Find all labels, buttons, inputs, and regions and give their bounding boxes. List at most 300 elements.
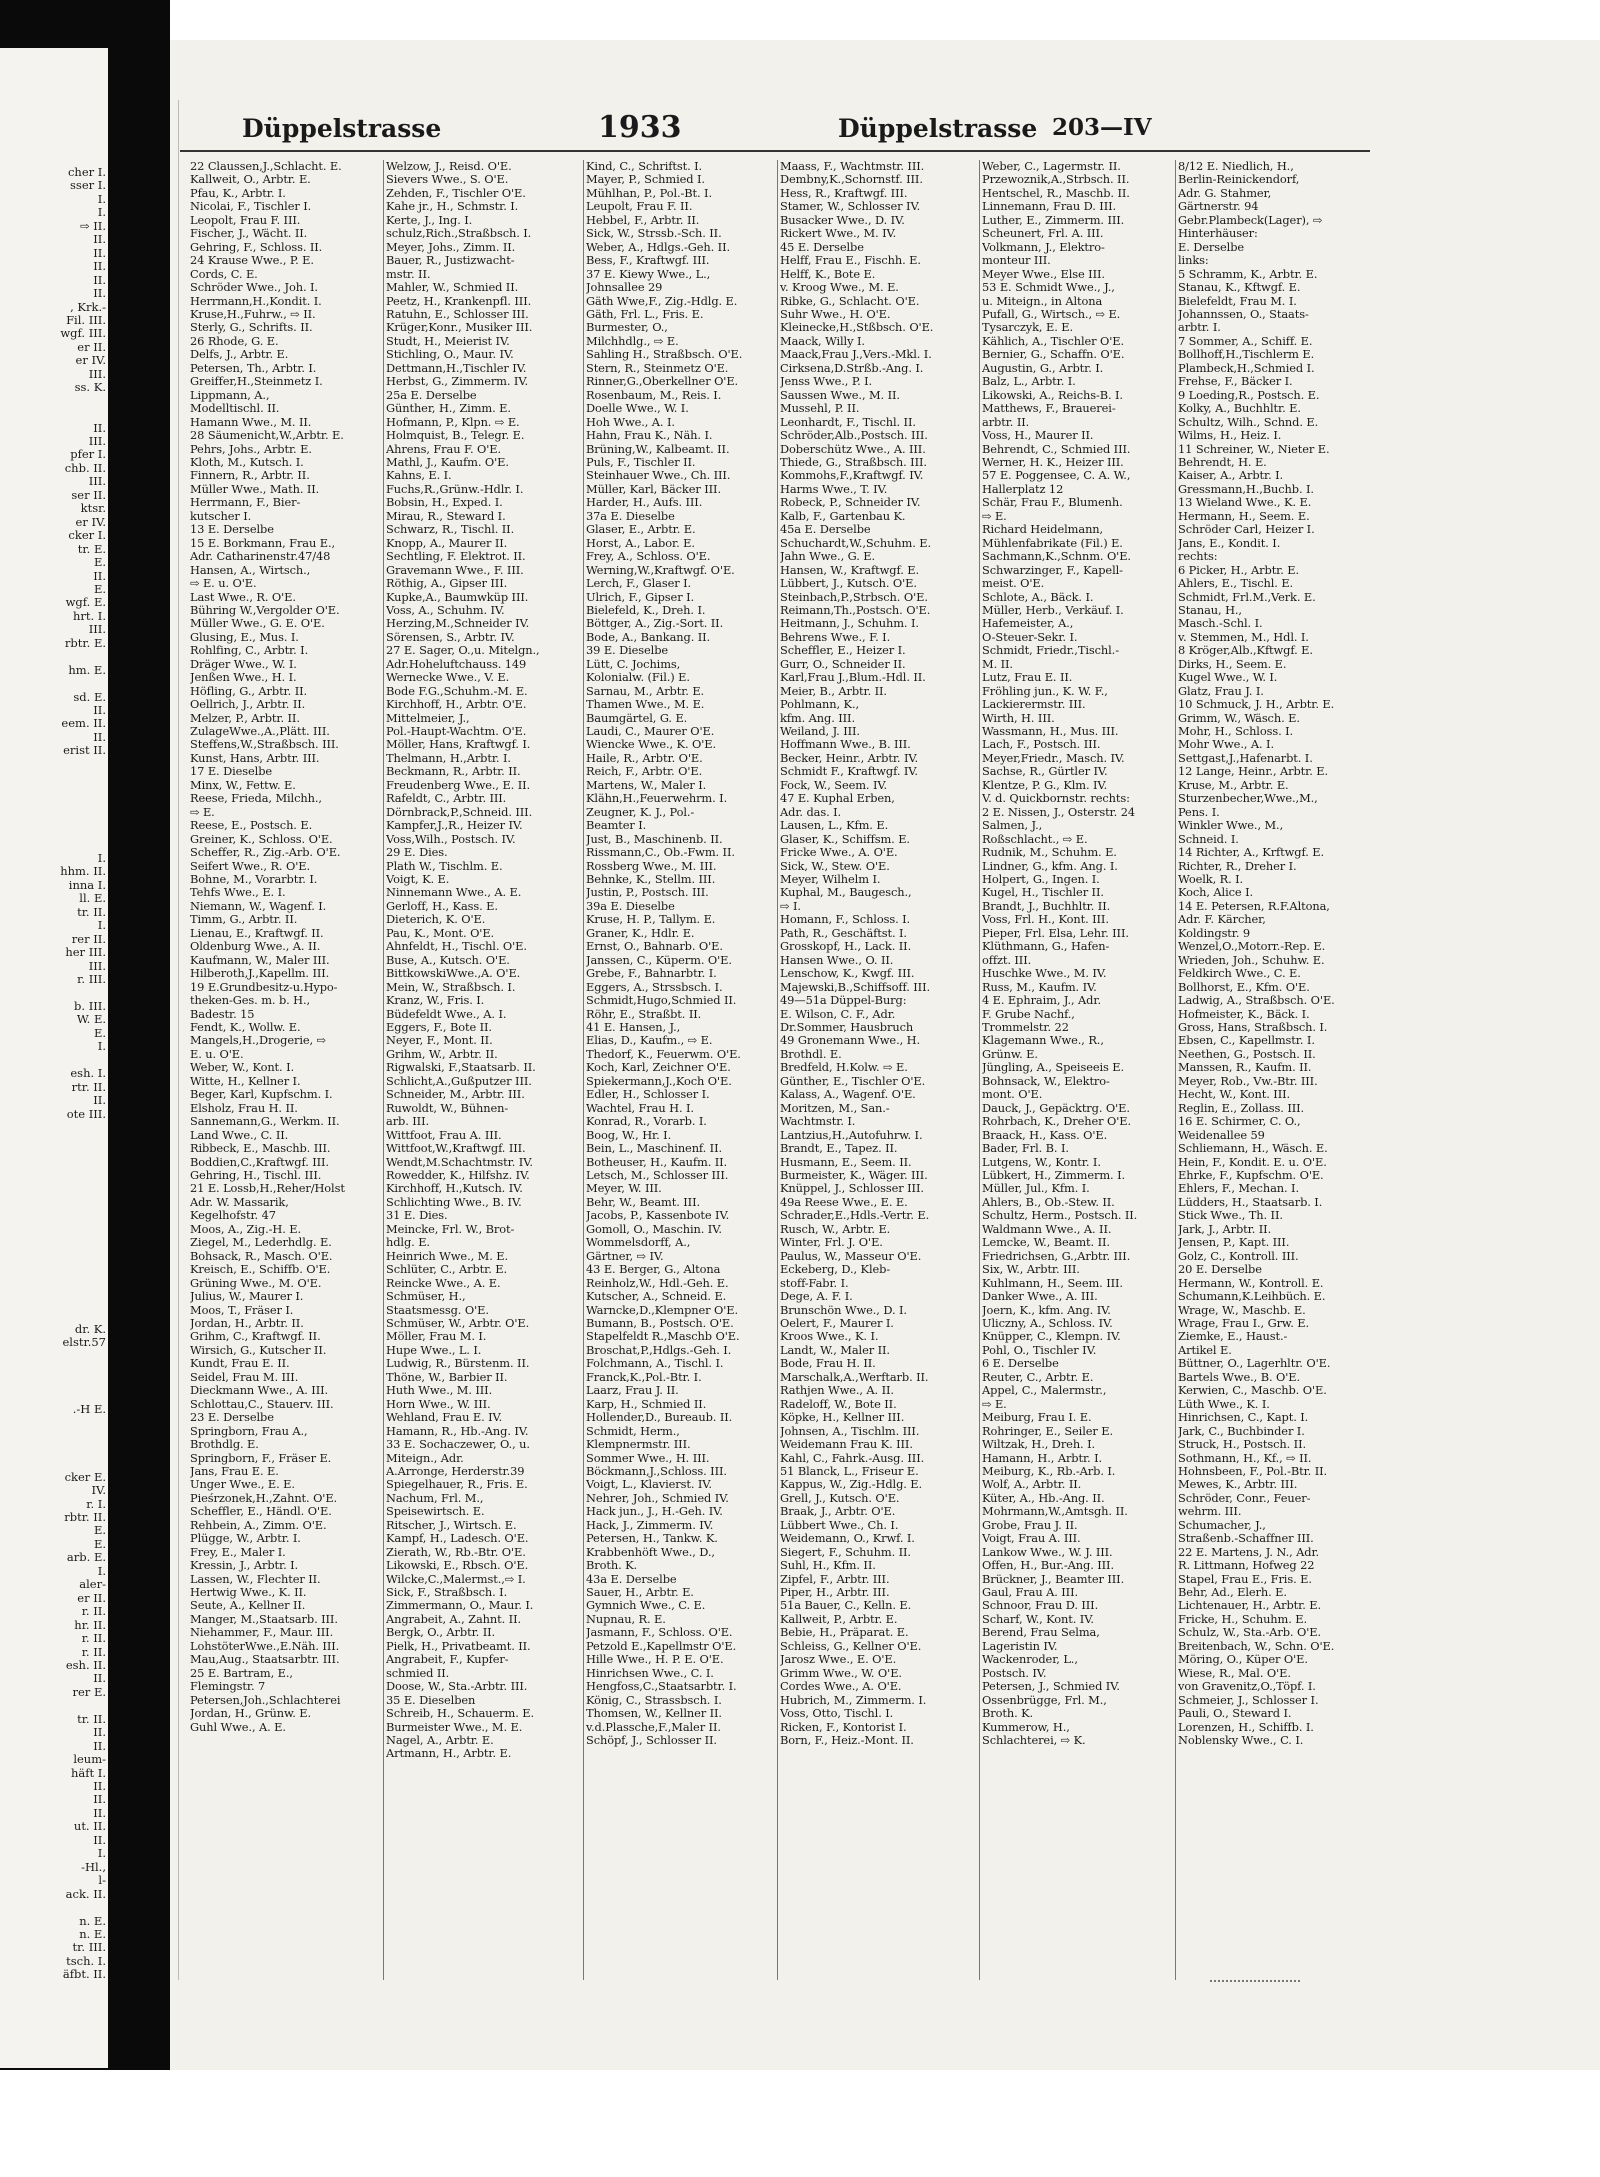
directory-entry: Rusch, W., Arbtr. E. <box>780 1222 891 1236</box>
directory-entry: Burmester, O., <box>586 321 668 335</box>
directory-entry: Angrabeit, F., Kupfer- <box>386 1653 509 1667</box>
directory-entry: Hack, J., Zimmerm. IV. <box>586 1518 714 1532</box>
directory-entry: Jasmann, F., Schloss. O'E. <box>586 1626 733 1640</box>
directory-entry: Kranz, W., Fris. I. <box>386 994 485 1008</box>
directory-entry: Likowski, A., Reichs-B. I. <box>982 388 1123 402</box>
left-page-text-fragment: II. <box>93 1725 106 1740</box>
directory-entry: arbtr. I. <box>1178 321 1221 335</box>
directory-entry: Horst, A., Labor. E. <box>586 536 695 550</box>
directory-entry: Mau,Aug., Staatsarbtr. III. <box>190 1653 340 1667</box>
directory-entry: Frehse, F., Bäcker I. <box>1178 375 1293 389</box>
left-page-text-fragment: E. <box>93 555 106 570</box>
directory-entry: Schultz, Wilh., Schnd. E. <box>1178 415 1319 429</box>
left-page-text-fragment: wgf. III. <box>60 326 106 341</box>
directory-entry: rechts: <box>1178 550 1218 564</box>
column-divider <box>777 160 778 1980</box>
directory-entry: Schär, Frau F., Blumenh. <box>982 496 1123 510</box>
left-page-text-fragment: II. <box>93 568 106 583</box>
directory-entry: Adr.Hoheluftchauss. 149 <box>386 657 527 671</box>
directory-entry: 22 Claussen,J.,Schlacht. E. <box>190 160 342 173</box>
directory-entry: Jenss Wwe., P. I. <box>780 375 873 389</box>
directory-entry: Reese, E., Postsch. E. <box>190 819 313 833</box>
left-page-text-fragment: I. <box>97 1846 106 1861</box>
directory-entry: Adr. Catharinenstr.47/48 <box>190 550 331 564</box>
directory-entry: O-Steuer-Sekr. I. <box>982 630 1078 644</box>
directory-entry: Wackenroder, L., <box>982 1653 1078 1667</box>
directory-entry: Kommohs,F.,Kraftwgf. IV. <box>780 469 924 483</box>
left-page-text-fragment: er IV. <box>75 514 106 529</box>
page-header <box>20 100 1410 145</box>
directory-entry: Buse, A., Kutsch. O'E. <box>386 953 510 967</box>
directory-entry: Friedrichsen, G.,Arbtr. III. <box>982 1249 1131 1263</box>
directory-entry: Möller, Hans, Kraftwgf. I. <box>386 738 531 752</box>
directory-entry: Springborn, F., Fräser E. <box>190 1451 332 1465</box>
directory-entry: Brüning,W., Kalbeamt. II. <box>586 442 730 456</box>
directory-entry: Bredfeld, H.Kolw. ⇨ E. <box>780 1061 908 1075</box>
directory-entry: Ernst, O., Bahnarb. O'E. <box>586 940 723 954</box>
directory-entry: Uliczny, A., Schloss. IV. <box>982 1316 1113 1330</box>
directory-entry: Sechtling, F. Elektrot. II. <box>386 550 526 564</box>
directory-entry: 14 Richter, A., Krftwgf. E. <box>1178 846 1324 860</box>
directory-entry: Settgast,J.,Hafenarbt. I. <box>1178 751 1313 765</box>
directory-entry: Gaul, Frau A. III. <box>982 1586 1078 1600</box>
directory-entry: Leupolt, Frau F. II. <box>586 200 693 214</box>
directory-entry: Flemingstr. 7 <box>190 1680 266 1694</box>
directory-entry: Weidemann, O., Krwf. I. <box>780 1532 915 1546</box>
directory-entry: 7 Sommer, A., Schiff. E. <box>1178 334 1313 348</box>
directory-entry: Schmüser, H., <box>386 1290 466 1304</box>
directory-entry: Kunst, Hans, Arbtr. III. <box>190 751 320 765</box>
directory-entry: monteur III. <box>982 254 1051 268</box>
directory-entry: Johnsallee 29 <box>586 281 663 295</box>
directory-entry: Schlichting Wwe., B. IV. <box>386 1195 522 1209</box>
directory-entry: Plügge, W., Arbtr. I. <box>190 1532 301 1546</box>
directory-entry: Edler, H., Schlosser I. <box>586 1088 710 1102</box>
directory-entry: Lüdders, H., Staatsarb. I. <box>1178 1195 1323 1209</box>
directory-entry: Herrmann, F., Bier- <box>190 496 301 510</box>
directory-entry: Greiner, K., Schloss. O'E. <box>190 832 333 846</box>
directory-entry: Hubrich, M., Zimmerm. I. <box>780 1693 927 1707</box>
directory-entry: Modelltischl. II. <box>190 402 280 416</box>
directory-entry: Sannemann,G., Werkm. II. <box>190 1115 340 1129</box>
directory-entry: Lemcke, W., Beamt. II. <box>982 1236 1110 1250</box>
directory-entry: Wittfoot, Frau A. III. <box>386 1128 502 1142</box>
directory-entry: Spiegelhauer, R., Fris. E. <box>386 1478 528 1492</box>
directory-entry: Lübbert Wwe., Ch. I. <box>780 1518 899 1532</box>
directory-entry: Roßschlacht., ⇨ E. <box>982 832 1088 846</box>
directory-entry: Behr, Ad., Elerh. E. <box>1178 1586 1287 1600</box>
directory-entry: Hofmann, P., Klpn. ⇨ E. <box>386 415 520 429</box>
directory-entry: Offen, H., Bur.-Ang. III. <box>982 1559 1114 1573</box>
directory-entry: Schmidt F., Kraftwgf. IV. <box>780 765 918 779</box>
directory-entry: v. Kroog Wwe., M. E. <box>780 281 899 295</box>
directory-entry: Minx, W., Fettw. E. <box>190 778 296 792</box>
directory-entry: Lausen, L., Kfm. E. <box>780 819 889 833</box>
directory-entry: Bartels Wwe., B. O'E. <box>1178 1370 1301 1384</box>
directory-entry: Wilms, H., Heiz. I. <box>1178 429 1282 443</box>
directory-entry: Bollhorst, E., Kfm. O'E. <box>1178 980 1310 994</box>
directory-entry: Scheffler, E., Heizer I. <box>780 644 906 658</box>
left-page-text-fragment: rbtr. II. <box>64 1510 106 1524</box>
directory-entry: Seute, A., Kellner II. <box>190 1599 306 1613</box>
directory-entry: Adr. das. I. <box>780 805 842 819</box>
directory-entry: Wrieden, Joh., Schuhw. E. <box>1178 953 1325 967</box>
directory-entry: Klüthmann, G., Hafen- <box>982 940 1110 954</box>
directory-entry: wehrm. III. <box>1178 1505 1242 1519</box>
directory-entry: Kugel Wwe., W. I. <box>1178 671 1278 685</box>
directory-entry: Kerte, J., Ing. I. <box>386 213 473 227</box>
directory-entry: Hoh Wwe., A. I. <box>586 415 675 429</box>
left-page-text-fragment: elstr.57 <box>62 1335 106 1350</box>
directory-entry: Köpke, H., Kellner III. <box>780 1411 905 1425</box>
directory-entry: R. Littmann, Hofweg 22 <box>1178 1559 1315 1573</box>
directory-entry: Ruwoldt, W., Bühnen- <box>386 1101 509 1115</box>
directory-entry: Gärtnerstr. 94 <box>1178 200 1259 214</box>
directory-entry: LohstöterWwe.,E.Näh. III. <box>190 1639 340 1653</box>
left-page-text-fragment: ⇨ II. <box>79 218 106 233</box>
directory-entry: Lageristin IV. <box>982 1639 1058 1653</box>
directory-entry: Lackierermstr. III. <box>982 698 1086 712</box>
directory-entry: Rinner,G.,Oberkellner O'E. <box>586 375 739 389</box>
directory-entry: Broth. K. <box>586 1559 638 1573</box>
left-page-text-fragment: ack. II. <box>65 1886 106 1901</box>
left-page-text-fragment: häft I. <box>71 1765 106 1780</box>
directory-entry: 41 E. Hansen, J., <box>586 1021 681 1034</box>
directory-entry: Schmidt, Frl.M.,Verk. E. <box>1178 590 1316 604</box>
directory-entry: Maack, Willy I. <box>780 334 865 348</box>
column-divider <box>1175 160 1176 1980</box>
directory-entry: Mewes, K., Arbtr. III. <box>1178 1478 1298 1492</box>
directory-entry: Trommelstr. 22 <box>982 1021 1069 1034</box>
header-street-left: Düppelstrasse <box>242 114 442 143</box>
directory-entry: Doelle Wwe., W. I. <box>586 402 689 416</box>
directory-entry: Ricken, F., Kontorist I. <box>780 1720 907 1734</box>
directory-entry: Lütt, C. Jochims, <box>586 657 681 671</box>
left-page-text-fragment: ktsr. <box>80 501 106 516</box>
directory-entry: Schneid. I. <box>1178 832 1239 846</box>
directory-entry: Jans, E., Kondit. I. <box>1178 536 1281 550</box>
left-page-text-fragment: b. III. <box>74 998 106 1013</box>
directory-entry: Bühring W.,Vergolder O'E. <box>190 603 340 617</box>
directory-entry: Kummerow, H., <box>982 1720 1070 1734</box>
directory-entry: Hentschel, R., Maschb. II. <box>982 186 1130 200</box>
directory-entry: Schmidt, Friedr.,Tischl.- <box>982 644 1119 658</box>
directory-entry: Volkmann, J., Elektro- <box>982 240 1105 254</box>
directory-entry: Scheffler, E., Händl. O'E. <box>190 1505 332 1519</box>
directory-entry: Hengfoss,C.,Staatsarbtr. I. <box>586 1680 737 1694</box>
left-page-text-fragment: W. E. <box>76 1012 106 1027</box>
left-page-text-fragment: II. <box>93 1805 106 1820</box>
directory-entry: Büttner, O., Lagerhltr. O'E. <box>1178 1357 1331 1371</box>
directory-entry: Schleiss, G., Kellner O'E. <box>780 1639 922 1653</box>
directory-entry: Wilcke,C.,Malermst.,⇨ I. <box>386 1572 526 1586</box>
directory-entry: Frey, A., Schloss. O'E. <box>586 550 711 564</box>
directory-entry: Bein, L., Maschinenf. II. <box>586 1142 723 1156</box>
directory-entry: Elias, D., Kaufm., ⇨ E. <box>586 1034 713 1048</box>
directory-entry: Schöpf, J., Schlosser II. <box>586 1734 717 1748</box>
left-page-text-fragment: II. <box>93 232 106 247</box>
directory-entry: Lach, F., Postsch. III. <box>982 738 1101 752</box>
directory-entry: Milchhdlg., ⇨ E. <box>586 334 679 348</box>
directory-entry: Rigwalski, F.,Staatsarb. II. <box>386 1061 536 1075</box>
directory-entry: Melzer, P., Arbtr. II. <box>190 711 300 725</box>
directory-entry: Peetz, H., Krankenpfl. III. <box>386 294 532 308</box>
directory-entry: Moos, A., Zig.-H. E. <box>190 1222 301 1236</box>
directory-entry: 51 Blanck, L., Friseur E. <box>780 1464 919 1478</box>
directory-entry: Meincke, Frl. W., Brot- <box>386 1222 515 1236</box>
directory-entry: Hamann, R., Hb.-Ang. IV. <box>386 1424 529 1438</box>
directory-entry: Adr. W. Massarik, <box>190 1195 289 1209</box>
directory-entry: Hamann, H., Arbtr. I. <box>982 1451 1103 1465</box>
directory-entry: Burmeister Wwe., M. E. <box>386 1720 523 1734</box>
directory-entry: Majewski,B.,Schiffsoff. III. <box>780 980 930 994</box>
directory-entry: Schröder Wwe., Joh. I. <box>190 281 318 295</box>
left-page-text-fragment: E. <box>93 1025 106 1040</box>
directory-entry: Kolonialw. (Fil.) E. <box>586 671 690 685</box>
directory-entry: Kählich, A., Tischler O'E. <box>982 334 1125 348</box>
directory-entry: Sahling H., Straßbsch. O'E. <box>586 348 743 362</box>
directory-entry: 5 Schramm, K., Arbtr. E. <box>1178 267 1318 281</box>
directory-entry: 9 Loeding,R., Postsch. E. <box>1178 388 1320 402</box>
directory-entry: Rehbein, A., Zimm. O'E. <box>190 1518 327 1532</box>
left-page-text-fragment: IV. <box>91 1483 106 1498</box>
directory-entry: Cords, C. E. <box>190 267 258 281</box>
directory-entry: Leonhardt, F., Tischl. II. <box>780 415 916 429</box>
directory-entry: Becker, Heinr., Arbtr. IV. <box>780 751 919 765</box>
directory-entry: Bauer, R., Justizwacht- <box>386 254 515 268</box>
directory-entry: Bobsin, H., Exped. I. <box>386 496 503 510</box>
directory-entry: Puls, F., Tischler II. <box>586 455 696 469</box>
directory-entry: Unger Wwe., E. E. <box>190 1478 295 1492</box>
directory-entry: Weber, W., Kont. I. <box>190 1061 294 1075</box>
directory-entry: Günther, H., Zimm. E. <box>386 402 511 416</box>
directory-entry: meist. O'E. <box>982 577 1045 591</box>
directory-entry: E. Derselbe <box>1178 240 1245 254</box>
directory-entry: Hahn, Frau K., Näh. I. <box>586 429 713 443</box>
directory-entry: Horn Wwe., W. III. <box>386 1397 491 1411</box>
directory-entry: Wiltzak, H., Dreh. I. <box>982 1438 1096 1452</box>
directory-entry: Luther, E., Zimmerm. III. <box>982 213 1125 227</box>
directory-entry: Landt, W., Maler II. <box>780 1343 890 1357</box>
directory-entry: Pehrs, Johs., Arbtr. E. <box>190 442 312 456</box>
directory-entry: Günther, E., Tischler O'E. <box>780 1074 926 1088</box>
directory-entry: Ehrke, F., Kupfschm. O'E. <box>1178 1168 1324 1182</box>
directory-entry: Kahl, C., Fahrk.-Ausg. III. <box>780 1451 925 1465</box>
directory-entry: Gurr, O., Schneider II. <box>780 657 906 671</box>
directory-entry: Freudenberg Wwe., E. II. <box>386 778 531 792</box>
directory-entry: Grebe, F., Bahnarbtr. I. <box>586 967 717 981</box>
directory-entry: Schlüter, C., Arbtr. E. <box>386 1263 508 1277</box>
directory-entry: Kreisch, E., Schiffb. O'E. <box>190 1263 331 1277</box>
left-page-text-fragment: III. <box>88 474 106 489</box>
directory-entry: Werning,W.,Kraftwgf. O'E. <box>586 563 735 577</box>
directory-entry: Sauer, H., Arbtr. E. <box>586 1586 694 1600</box>
directory-entry: 13 E. Derselbe <box>190 523 274 537</box>
directory-entry: theken-Ges. m. b. H., <box>190 994 311 1008</box>
directory-entry: Robeck, P., Schneider IV. <box>780 496 921 510</box>
left-page-text-fragment: ote III. <box>66 1106 106 1121</box>
directory-entry: Grihm, W., Arbtr. II. <box>386 1047 498 1061</box>
directory-entry: Scheunert, Frl. A. III. <box>982 227 1104 241</box>
directory-entry: Holmquist, B., Telegr. E. <box>386 429 525 443</box>
directory-entry: Mahler, W., Schmied II. <box>386 281 519 295</box>
directory-entry: 28 Säumenicht,W.,Arbtr. E. <box>190 429 344 443</box>
directory-entry: Behr, W., Beamt. III. <box>586 1195 701 1209</box>
left-page-text-fragment: er IV. <box>75 353 106 368</box>
directory-entry: Cirksena,D.Strßb.-Ang. I. <box>780 361 924 375</box>
directory-entry: Hess, R., Kraftwgf. III. <box>780 186 908 200</box>
directory-entry: Glusing, E., Mus. I. <box>190 630 299 644</box>
directory-entry: Delfs, J., Arbtr. E. <box>190 348 289 362</box>
directory-entry: Augustin, G., Arbtr. I. <box>982 361 1104 375</box>
directory-entry: Winkler Wwe., M., <box>1178 819 1284 833</box>
directory-entry: Klagemann Wwe., R., <box>982 1034 1104 1048</box>
directory-entry: BittkowskiWwe.,A. O'E. <box>386 967 521 981</box>
directory-entry: Möller, Frau M. I. <box>386 1330 487 1344</box>
directory-entry: Lichtenauer, H., Arbtr. E. <box>1178 1599 1321 1613</box>
directory-entry: Golz, C., Kontroll. III. <box>1178 1249 1299 1263</box>
directory-entry: Jensen, P., Kapt. III. <box>1178 1236 1290 1250</box>
left-page-text-fragment: cker E. <box>64 1469 106 1484</box>
directory-entry: Artmann, H., Arbtr. E. <box>386 1747 512 1761</box>
left-page-text-fragment: tsch. I. <box>66 1953 106 1968</box>
directory-entry: Kugel, H., Tischler II. <box>982 886 1104 900</box>
directory-entry: Müller Wwe., G. E. O'E. <box>190 617 325 631</box>
directory-entry: Kerwien, C., Maschb. O'E. <box>1178 1384 1327 1398</box>
directory-entry: Plambeck,H.,Schmied I. <box>1178 361 1315 375</box>
directory-entry: Kallweit, O., Arbtr. E. <box>190 173 311 187</box>
directory-entry: Reimann,Th.,Postsch. O'E. <box>780 603 931 617</box>
directory-entry: 24 Krause Wwe., P. E. <box>190 254 314 268</box>
directory-entry: Koldingstr. 9 <box>1178 926 1251 940</box>
directory-entry: Hebbel, F., Arbtr. II. <box>586 213 700 227</box>
directory-entry: Schumann,K.Leihbüch. E. <box>1178 1290 1326 1304</box>
directory-entry: Born, F., Heiz.-Mont. II. <box>780 1734 914 1748</box>
directory-entry: A.Arronge, Herderstr.39 <box>386 1464 525 1478</box>
left-page-text-fragment: pfer I. <box>70 447 106 462</box>
directory-entry: Nicolai, F., Tischler I. <box>190 200 312 214</box>
directory-entry: Gerloff, H., Kass. E. <box>386 899 498 913</box>
left-page-text-fragment: rer II. <box>71 931 106 946</box>
left-page-text-fragment: ser II. <box>71 487 106 502</box>
directory-entry: Pfau, K., Arbtr. I. <box>190 186 286 200</box>
directory-entry: Nagel, A., Arbtr. E. <box>386 1734 494 1748</box>
directory-entry: Lenschow, K., Kwgf. III. <box>780 967 915 981</box>
left-page-text-fragment: III. <box>88 434 106 448</box>
directory-entry: Rohlfing, C., Arbtr. I. <box>190 644 309 658</box>
directory-entry: Fendt, K., Wollw. E. <box>190 1021 301 1034</box>
directory-entry: Kupke,A., Baumwküp III. <box>386 590 529 604</box>
left-page-text-fragment: II. <box>93 1792 106 1807</box>
directory-entry: 8/12 E. Niedlich, H., <box>1178 160 1294 173</box>
directory-entry: Grosskopf, H., Lack. II. <box>780 940 912 954</box>
directory-entry: Weber, A., Hdlgs.-Geh. II. <box>586 240 730 254</box>
directory-entry: Reich, F., Arbtr. O'E. <box>586 765 703 779</box>
column-3 <box>586 160 774 2000</box>
directory-entry: Paulus, W., Masseur O'E. <box>780 1249 922 1263</box>
directory-entry: Reuter, C., Arbtr. E. <box>982 1370 1094 1384</box>
directory-entry: Kolky, A., Buchhltr. E. <box>1178 402 1301 416</box>
directory-entry: E. u. O'E. <box>190 1047 244 1061</box>
directory-entry: Dörnbrack,P.,Schneid. III. <box>386 805 533 819</box>
directory-entry: Steffens,W.,Straßbsch. III. <box>190 738 339 752</box>
left-page-text-fragment: hr. II. <box>74 1617 106 1632</box>
directory-entry: Holpert, G., Ingen. I. <box>982 873 1100 887</box>
directory-entry: stoff-Fabr. I. <box>780 1276 849 1290</box>
directory-entry: Thomsen, W., Kellner II. <box>586 1707 722 1721</box>
directory-entry: Schmidt, Herm., <box>586 1424 680 1438</box>
left-page-text-fragment: r. III. <box>77 972 106 986</box>
directory-entry: Knüppel, J., Schlosser III. <box>780 1182 924 1196</box>
left-page-text-fragment: cher I. <box>67 165 106 179</box>
left-page-text-fragment: II. <box>93 1779 106 1793</box>
directory-entry: Brandt, E., Tapez. II. <box>780 1142 898 1156</box>
directory-entry: Johnsen, A., Tischlm. III. <box>780 1424 920 1438</box>
left-page-text-fragment: leum- <box>73 1752 106 1767</box>
previous-page-fragment <box>0 48 108 2068</box>
directory-entry: Bohsack, R., Masch. O'E. <box>190 1249 333 1263</box>
directory-entry: Herrmann,H.,Kondit. I. <box>190 294 322 308</box>
left-page-text-fragment: II. <box>93 245 106 260</box>
directory-entry: Sick, W., Strssb.-Sch. II. <box>586 227 722 241</box>
left-page-text-fragment: esh. I. <box>70 1066 106 1081</box>
directory-entry: Dr.Sommer, Hausbruch <box>780 1021 914 1034</box>
directory-entry: 29 E. Dies. <box>386 846 448 860</box>
directory-entry: Hack jun., J., H.-Geh. IV. <box>586 1505 723 1519</box>
column-divider <box>383 160 384 1980</box>
directory-entry: Fock, W., Seem. IV. <box>780 778 888 792</box>
directory-entry: 39a E. Dieselbe <box>586 899 675 913</box>
directory-entry: ZulageWwe.,A.,Plätt. III. <box>190 725 330 739</box>
directory-entry: Kirchhoff, H.,Kutsch. IV. <box>386 1182 523 1196</box>
directory-entry: Gäth, Frl. L., Fris. E. <box>586 307 704 321</box>
directory-entry: Petersen,Joh.,Schlachterei <box>190 1693 341 1707</box>
directory-entry: Oellrich, J., Arbtr. II. <box>190 698 306 712</box>
directory-entry: Balz, L., Arbtr. I. <box>982 375 1076 389</box>
directory-entry: Spiekermann,J.,Koch O'E. <box>586 1074 732 1088</box>
directory-entry: Winter, Frl. J. O'E. <box>780 1236 883 1250</box>
directory-entry: Knüpper, C., Klempn. IV. <box>982 1330 1121 1344</box>
directory-entry: Mohr Wwe., A. I. <box>1178 738 1274 752</box>
directory-entry: Meiburg, K., Rb.-Arb. I. <box>982 1464 1116 1478</box>
directory-entry: 51a Bauer, C., Kelln. E. <box>780 1599 912 1613</box>
left-page-text-fragment: Fil. III. <box>66 312 106 327</box>
directory-entry: Weiland, J. III. <box>780 725 860 739</box>
directory-entry: Kundt, Frau E. II. <box>190 1357 290 1371</box>
directory-entry: Höfling, G., Arbtr. II. <box>190 684 308 698</box>
directory-entry: Rohringer, E., Seiler E. <box>982 1424 1114 1438</box>
directory-entry: Oldenburg Wwe., A. II. <box>190 940 321 954</box>
left-page-text-fragment: II. <box>93 729 106 744</box>
directory-entry: Gomoll, O., Maschin. IV. <box>586 1222 722 1236</box>
left-page-text-fragment: II. <box>93 420 106 435</box>
directory-entry: Rafeldt, C., Arbtr. III. <box>386 792 507 806</box>
directory-entry: Kutscher, A., Schneid. E. <box>586 1290 727 1304</box>
directory-entry: Voigt, Frau A. III. <box>982 1532 1081 1546</box>
directory-entry: Oelert, F., Maurer I. <box>780 1316 894 1330</box>
directory-entry: Voss, Otto, Tischl. I. <box>780 1707 894 1721</box>
left-page-text-fragment: l- <box>98 1873 106 1888</box>
directory-entry: Bode F.G.,Schuhm.-M. E. <box>386 684 528 698</box>
directory-entry: Boddien,C.,Kraftwgf. III. <box>190 1155 329 1169</box>
left-page-text-fragment: arb. E. <box>66 1550 106 1565</box>
directory-entry: Lerch, F., Glaser I. <box>586 577 692 591</box>
directory-entry: Fricke, H., Schuhm. E. <box>1178 1612 1308 1626</box>
directory-entry: Böckmann,J.,Schloss. III. <box>586 1464 727 1478</box>
footer-mark <box>1210 1980 1300 1986</box>
directory-entry: 6 E. Derselbe <box>982 1357 1059 1371</box>
header-page-number: 203—IV <box>1052 114 1152 141</box>
